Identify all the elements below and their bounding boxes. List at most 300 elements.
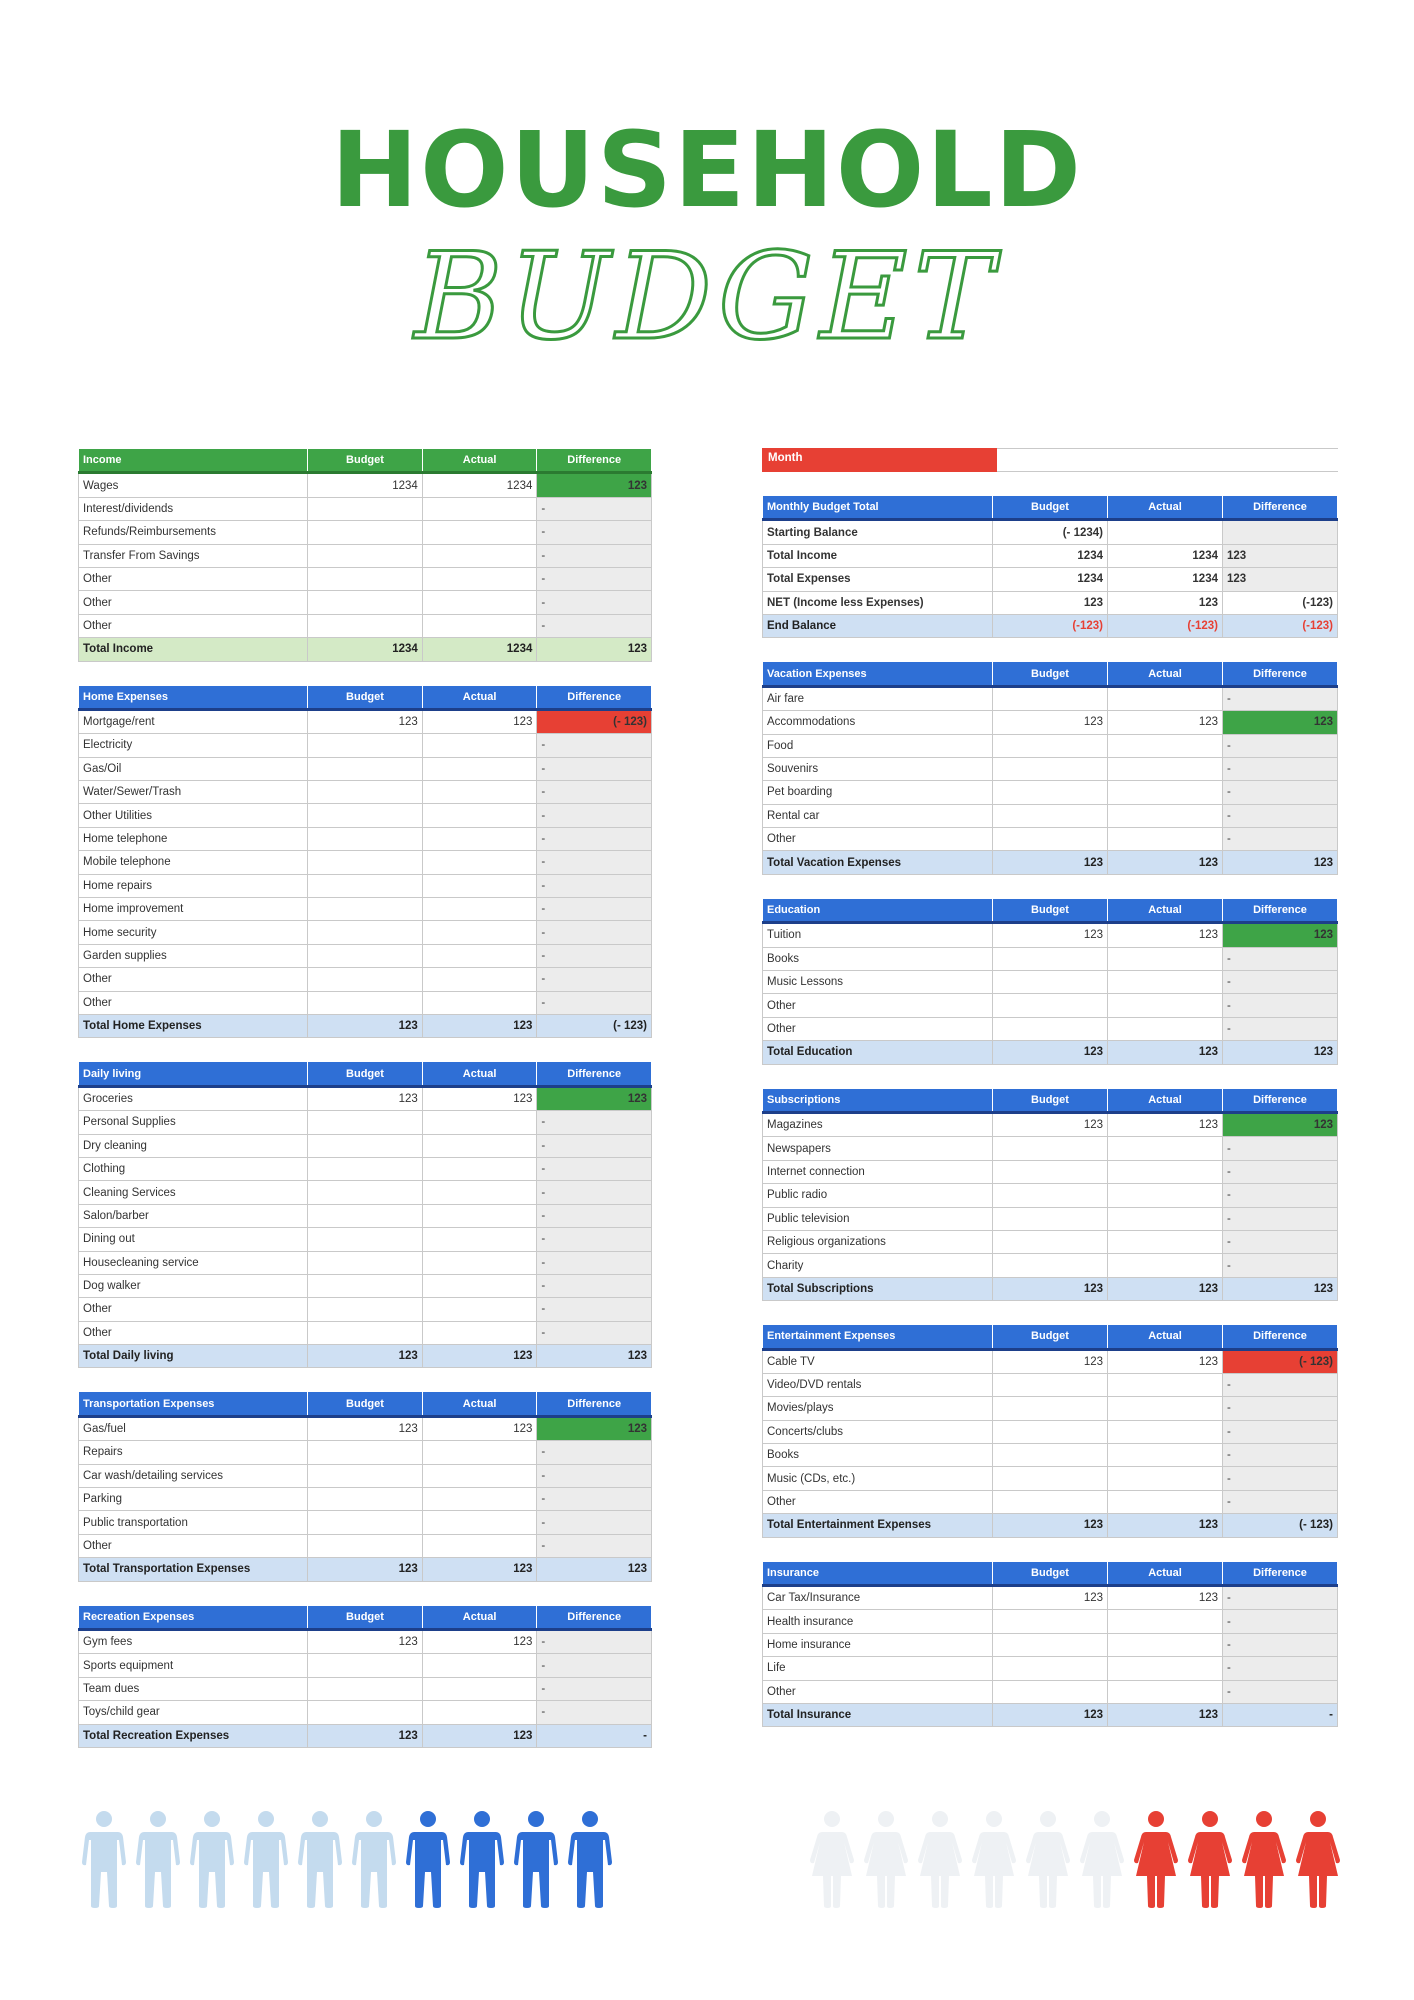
actual-cell[interactable] — [422, 1677, 537, 1700]
budget-cell[interactable] — [993, 1207, 1108, 1230]
actual-cell[interactable] — [422, 1134, 537, 1157]
row-label: Total Income — [763, 544, 993, 567]
right-column — [762, 448, 1338, 1750]
actual-cell[interactable]: 123 — [422, 1416, 537, 1440]
budget-cell[interactable] — [993, 1444, 1108, 1467]
total-row — [79, 1724, 652, 1747]
actual-cell[interactable] — [422, 874, 537, 897]
actual-cell[interactable] — [422, 1274, 537, 1297]
budget-cell[interactable]: 123 — [308, 1629, 423, 1653]
actual-cell[interactable] — [422, 991, 537, 1014]
budget-cell[interactable]: 123 — [993, 923, 1108, 947]
difference-cell: - — [1223, 757, 1338, 780]
actual-cell[interactable] — [1108, 1444, 1223, 1467]
row-label: Dog walker — [79, 1274, 308, 1297]
difference-cell: (-123) — [1223, 591, 1338, 614]
actual-cell[interactable] — [1108, 828, 1223, 851]
actual-cell[interactable] — [422, 827, 537, 850]
row-label: Mobile telephone — [79, 851, 308, 874]
budget-col-header: Budget — [308, 1392, 423, 1416]
difference-cell: - — [537, 1677, 652, 1700]
budget-cell[interactable] — [308, 614, 423, 637]
budget-cell[interactable] — [993, 994, 1108, 1017]
actual-cell[interactable] — [422, 1251, 537, 1274]
actual-cell[interactable] — [1108, 520, 1223, 544]
budget-cell[interactable] — [308, 1464, 423, 1487]
budget-cell[interactable]: 123 — [993, 1112, 1108, 1136]
total-budget: 123 — [993, 1277, 1108, 1300]
actual-cell[interactable] — [422, 1441, 537, 1464]
budget-cell[interactable] — [308, 1654, 423, 1677]
actual-cell[interactable] — [422, 591, 537, 614]
table-row — [763, 1680, 1338, 1703]
difference-col-header: Difference — [537, 1062, 652, 1086]
row-label: Movies/plays — [763, 1397, 993, 1420]
budget-cell[interactable]: 1234 — [993, 568, 1108, 591]
table-row — [79, 968, 652, 991]
row-label: Other — [79, 1298, 308, 1321]
actual-cell[interactable] — [422, 851, 537, 874]
total-actual: 123 — [1108, 1514, 1223, 1537]
men-figures — [80, 1810, 614, 1908]
table-row — [763, 1610, 1338, 1633]
budget-cell[interactable] — [993, 734, 1108, 757]
row-label: Toys/child gear — [79, 1701, 308, 1724]
daily-tbody — [79, 1062, 652, 1368]
difference-cell: - — [537, 944, 652, 967]
total-label: Total Recreation Expenses — [79, 1724, 308, 1747]
difference-cell: - — [537, 851, 652, 874]
budget-cell[interactable] — [993, 1680, 1108, 1703]
table-row — [763, 1373, 1338, 1396]
actual-cell[interactable] — [422, 567, 537, 590]
budget-cell[interactable] — [308, 1157, 423, 1180]
vacation-header — [763, 662, 1338, 686]
table-row — [79, 544, 652, 567]
budget-cell[interactable] — [993, 971, 1108, 994]
table-row — [79, 1228, 652, 1251]
actual-cell[interactable] — [1108, 686, 1223, 710]
actual-cell[interactable] — [1108, 1184, 1223, 1207]
difference-cell: - — [1223, 734, 1338, 757]
actual-cell[interactable] — [422, 1654, 537, 1677]
difference-cell: - — [537, 1321, 652, 1344]
actual-cell[interactable] — [422, 521, 537, 544]
table-row — [763, 686, 1338, 710]
budget-cell[interactable] — [308, 968, 423, 991]
budget-cell[interactable] — [308, 734, 423, 757]
difference-cell: - — [537, 1629, 652, 1653]
actual-cell[interactable] — [1108, 1207, 1223, 1230]
actual-cell[interactable]: 123 — [1108, 1112, 1223, 1136]
actual-cell[interactable] — [1108, 994, 1223, 1017]
actual-cell[interactable] — [422, 1701, 537, 1724]
total-row — [763, 1703, 1338, 1726]
total-row — [763, 1041, 1338, 1064]
table-row — [79, 1251, 652, 1274]
difference-cell: - — [1223, 1207, 1338, 1230]
actual-cell[interactable] — [422, 1321, 537, 1344]
total-budget: (-123) — [993, 614, 1108, 637]
table-row — [79, 757, 652, 780]
actual-cell[interactable]: 123 — [1108, 923, 1223, 947]
actual-cell[interactable] — [1108, 1657, 1223, 1680]
budget-cell[interactable] — [308, 804, 423, 827]
total-label: Total Vacation Expenses — [763, 851, 993, 874]
budget-cell[interactable]: 1234 — [308, 473, 423, 497]
actual-cell[interactable] — [1108, 734, 1223, 757]
budget-cell[interactable] — [993, 1610, 1108, 1633]
difference-cell: 123 — [1223, 1112, 1338, 1136]
income-table — [78, 448, 652, 662]
budget-cell[interactable] — [308, 874, 423, 897]
budget-cell[interactable] — [993, 1184, 1108, 1207]
budget-cell[interactable] — [308, 1204, 423, 1227]
table-row — [79, 1416, 652, 1440]
difference-cell: - — [537, 1441, 652, 1464]
women-figures — [808, 1810, 1342, 1908]
difference-cell: - — [1223, 1184, 1338, 1207]
actual-cell[interactable]: 123 — [1108, 591, 1223, 614]
actual-cell[interactable] — [422, 614, 537, 637]
budget-cell[interactable] — [308, 991, 423, 1014]
row-label: Cable TV — [763, 1349, 993, 1373]
table-row — [79, 1701, 652, 1724]
actual-cell[interactable] — [1108, 1017, 1223, 1040]
difference-cell: - — [1223, 1490, 1338, 1513]
budget-cell[interactable] — [993, 1633, 1108, 1656]
budget-cell[interactable] — [993, 828, 1108, 851]
actual-cell[interactable] — [1108, 1230, 1223, 1253]
table-row — [79, 1086, 652, 1110]
actual-cell[interactable] — [1108, 1373, 1223, 1396]
table-row — [763, 1230, 1338, 1253]
total-budget: 123 — [993, 1514, 1108, 1537]
table-row — [763, 1349, 1338, 1373]
actual-cell[interactable]: 1234 — [1108, 544, 1223, 567]
difference-cell: - — [537, 591, 652, 614]
difference-cell: - — [1223, 994, 1338, 1017]
woman-icon — [916, 1810, 964, 1908]
actual-cell[interactable] — [422, 1204, 537, 1227]
total-row — [763, 1514, 1338, 1537]
actual-cell[interactable] — [1108, 1680, 1223, 1703]
budget-cell[interactable] — [308, 1511, 423, 1534]
table-row — [79, 1111, 652, 1134]
budget-cell[interactable] — [993, 1017, 1108, 1040]
actual-cell[interactable]: 123 — [422, 1086, 537, 1110]
total-row — [763, 1277, 1338, 1300]
man-icon — [80, 1810, 128, 1908]
difference-col-header: Difference — [1223, 1325, 1338, 1349]
actual-cell[interactable]: 123 — [422, 1629, 537, 1653]
row-label: Personal Supplies — [79, 1111, 308, 1134]
actual-cell[interactable] — [422, 1534, 537, 1557]
budget-cell[interactable]: 123 — [993, 711, 1108, 734]
total-row — [79, 1345, 652, 1368]
budget-cell[interactable] — [993, 1397, 1108, 1420]
budget-cell[interactable] — [308, 827, 423, 850]
budget-cell[interactable]: 123 — [993, 1586, 1108, 1610]
difference-cell: - — [537, 1654, 652, 1677]
budget-cell[interactable] — [308, 944, 423, 967]
budget-col-header: Budget — [993, 1088, 1108, 1112]
table-row — [763, 591, 1338, 614]
budget-cell[interactable] — [993, 1467, 1108, 1490]
difference-col-header: Difference — [1223, 898, 1338, 922]
budget-cell[interactable] — [308, 1181, 423, 1204]
table-row — [763, 947, 1338, 970]
actual-cell[interactable] — [422, 968, 537, 991]
subscriptions-title: Subscriptions — [763, 1088, 993, 1112]
budget-cell[interactable] — [308, 1534, 423, 1557]
actual-cell[interactable] — [422, 1511, 537, 1534]
table-row — [79, 1654, 652, 1677]
row-label: Parking — [79, 1488, 308, 1511]
actual-cell[interactable] — [1108, 947, 1223, 970]
actual-cell[interactable]: 123 — [1108, 711, 1223, 734]
actual-cell[interactable] — [1108, 781, 1223, 804]
actual-cell[interactable] — [1108, 1490, 1223, 1513]
man-icon — [404, 1810, 452, 1908]
row-label: Electricity — [79, 734, 308, 757]
table-row — [763, 1207, 1338, 1230]
actual-cell[interactable] — [422, 1181, 537, 1204]
woman-icon — [1186, 1810, 1234, 1908]
table-row — [79, 944, 652, 967]
budget-cell[interactable] — [308, 1488, 423, 1511]
row-label: Home telephone — [79, 827, 308, 850]
budget-cell[interactable] — [308, 921, 423, 944]
actual-cell[interactable] — [422, 1464, 537, 1487]
row-label: Religious organizations — [763, 1230, 993, 1253]
month-row — [762, 448, 1338, 472]
woman-icon — [1132, 1810, 1180, 1908]
budget-cell[interactable] — [308, 567, 423, 590]
total-label: Total Education — [763, 1041, 993, 1064]
budget-cell[interactable] — [993, 1373, 1108, 1396]
insurance-table — [762, 1561, 1338, 1728]
actual-cell[interactable] — [422, 804, 537, 827]
total-budget: 123 — [993, 1041, 1108, 1064]
budget-cell[interactable]: 123 — [308, 709, 423, 733]
actual-cell[interactable] — [1108, 1610, 1223, 1633]
budget-col-header: Budget — [993, 662, 1108, 686]
home-title: Home Expenses — [79, 685, 308, 709]
budget-cell[interactable] — [308, 521, 423, 544]
woman-icon — [1240, 1810, 1288, 1908]
table-row — [79, 1677, 652, 1700]
actual-cell[interactable] — [422, 1488, 537, 1511]
actual-cell[interactable] — [422, 497, 537, 520]
total-row — [763, 614, 1338, 637]
budget-cell[interactable] — [308, 1677, 423, 1700]
actual-cell[interactable]: 123 — [1108, 1349, 1223, 1373]
row-label: Tuition — [763, 923, 993, 947]
budget-cell[interactable] — [308, 1274, 423, 1297]
actual-cell[interactable] — [1108, 1254, 1223, 1277]
budget-cell[interactable] — [308, 757, 423, 780]
budget-cell[interactable] — [308, 1228, 423, 1251]
budget-cell[interactable] — [993, 757, 1108, 780]
budget-cell[interactable] — [308, 781, 423, 804]
budget-cell[interactable] — [308, 1111, 423, 1134]
table-row — [79, 1441, 652, 1464]
home-header — [79, 685, 652, 709]
row-label: Gas/Oil — [79, 757, 308, 780]
budget-cell[interactable] — [308, 1701, 423, 1724]
budget-cell[interactable] — [308, 497, 423, 520]
actual-cell[interactable] — [1108, 1467, 1223, 1490]
row-label: Video/DVD rentals — [763, 1373, 993, 1396]
row-label: Interest/dividends — [79, 497, 308, 520]
actual-cell[interactable] — [422, 734, 537, 757]
table-row — [763, 1467, 1338, 1490]
actual-cell[interactable] — [422, 757, 537, 780]
actual-cell[interactable] — [1108, 1137, 1223, 1160]
budget-cell[interactable]: 123 — [308, 1416, 423, 1440]
actual-cell[interactable] — [1108, 1397, 1223, 1420]
table-row — [763, 711, 1338, 734]
table-row — [79, 1511, 652, 1534]
budget-cell[interactable] — [993, 1490, 1108, 1513]
budget-cell[interactable] — [993, 1420, 1108, 1443]
row-label: Souvenirs — [763, 757, 993, 780]
row-label: Air fare — [763, 686, 993, 710]
row-label: Other — [79, 614, 308, 637]
table-row — [79, 567, 652, 590]
actual-cell[interactable]: 1234 — [1108, 568, 1223, 591]
total-budget: 123 — [308, 1014, 423, 1037]
difference-cell: - — [537, 614, 652, 637]
budget-col-header: Budget — [308, 1062, 423, 1086]
budget-cell[interactable] — [308, 1441, 423, 1464]
actual-cell[interactable] — [422, 921, 537, 944]
actual-cell[interactable] — [1108, 1420, 1223, 1443]
budget-cell[interactable] — [993, 1254, 1108, 1277]
actual-cell[interactable]: 123 — [1108, 1586, 1223, 1610]
table-row — [763, 781, 1338, 804]
actual-col-header: Actual — [1108, 496, 1223, 520]
month-input[interactable] — [997, 448, 1338, 472]
woman-icon — [808, 1810, 856, 1908]
actual-cell[interactable]: 1234 — [422, 473, 537, 497]
actual-cell[interactable] — [422, 1157, 537, 1180]
budget-cell[interactable]: 123 — [308, 1086, 423, 1110]
row-label: Concerts/clubs — [763, 1420, 993, 1443]
table-row — [79, 1298, 652, 1321]
table-row — [79, 1321, 652, 1344]
actual-col-header: Actual — [1108, 1561, 1223, 1585]
row-label: Sports equipment — [79, 1654, 308, 1677]
budget-cell[interactable]: 123 — [993, 1349, 1108, 1373]
budget-cell[interactable] — [308, 1134, 423, 1157]
difference-cell: - — [537, 1701, 652, 1724]
budget-cell[interactable] — [993, 1230, 1108, 1253]
actual-cell[interactable] — [422, 1111, 537, 1134]
difference-col-header: Difference — [1223, 662, 1338, 686]
total-label: End Balance — [763, 614, 993, 637]
actual-cell[interactable] — [422, 898, 537, 921]
budget-cell[interactable]: 123 — [993, 591, 1108, 614]
actual-cell[interactable] — [422, 781, 537, 804]
budget-cell[interactable] — [308, 851, 423, 874]
actual-cell[interactable] — [422, 1298, 537, 1321]
budget-cell[interactable] — [308, 1321, 423, 1344]
difference-cell: - — [1223, 1586, 1338, 1610]
table-row — [763, 1160, 1338, 1183]
difference-cell: - — [1223, 1230, 1338, 1253]
total-label: Total Daily living — [79, 1345, 308, 1368]
row-label: Books — [763, 947, 993, 970]
row-label: Other Utilities — [79, 804, 308, 827]
budget-cell[interactable] — [308, 898, 423, 921]
total-difference: 123 — [537, 1345, 652, 1368]
difference-cell: - — [537, 781, 652, 804]
budget-cell[interactable] — [993, 1137, 1108, 1160]
difference-cell: - — [537, 1251, 652, 1274]
vacation-title: Vacation Expenses — [763, 662, 993, 686]
actual-cell[interactable] — [422, 944, 537, 967]
difference-cell: - — [1223, 1633, 1338, 1656]
budget-cell[interactable] — [993, 947, 1108, 970]
actual-cell[interactable]: 123 — [422, 709, 537, 733]
actual-cell[interactable] — [1108, 757, 1223, 780]
actual-cell[interactable] — [1108, 804, 1223, 827]
budget-cell[interactable]: (- 1234) — [993, 520, 1108, 544]
actual-cell[interactable] — [422, 1228, 537, 1251]
difference-cell: - — [537, 497, 652, 520]
budget-cell[interactable] — [993, 1160, 1108, 1183]
difference-cell: - — [537, 1134, 652, 1157]
difference-cell: - — [537, 1181, 652, 1204]
table-row — [79, 921, 652, 944]
row-label: Other — [79, 1534, 308, 1557]
recreation-tbody — [79, 1605, 652, 1747]
difference-cell: - — [1223, 781, 1338, 804]
total-label: Total Insurance — [763, 1703, 993, 1726]
actual-cell[interactable] — [1108, 971, 1223, 994]
table-row — [79, 1464, 652, 1487]
budget-cell[interactable] — [308, 1298, 423, 1321]
difference-cell: - — [537, 921, 652, 944]
budget-cell[interactable] — [993, 1657, 1108, 1680]
total-actual: 123 — [422, 1345, 537, 1368]
man-icon — [512, 1810, 560, 1908]
budget-cell[interactable] — [993, 804, 1108, 827]
actual-cell[interactable] — [422, 544, 537, 567]
row-label: Other — [79, 991, 308, 1014]
budget-cell[interactable] — [308, 544, 423, 567]
difference-cell: - — [537, 734, 652, 757]
budget-cell[interactable] — [993, 781, 1108, 804]
man-icon — [242, 1810, 290, 1908]
budget-cell[interactable] — [308, 591, 423, 614]
total-difference: (-123) — [1223, 614, 1338, 637]
actual-cell[interactable] — [1108, 1633, 1223, 1656]
actual-cell[interactable] — [1108, 1160, 1223, 1183]
table-row — [763, 757, 1338, 780]
budget-cell[interactable]: 1234 — [993, 544, 1108, 567]
total-difference: 123 — [537, 638, 652, 661]
difference-cell: 123 — [1223, 568, 1338, 591]
budget-cell[interactable] — [308, 1251, 423, 1274]
row-label: Car wash/detailing services — [79, 1464, 308, 1487]
row-label: Home insurance — [763, 1633, 993, 1656]
table-row — [763, 971, 1338, 994]
table-row — [763, 923, 1338, 947]
budget-cell[interactable] — [993, 686, 1108, 710]
